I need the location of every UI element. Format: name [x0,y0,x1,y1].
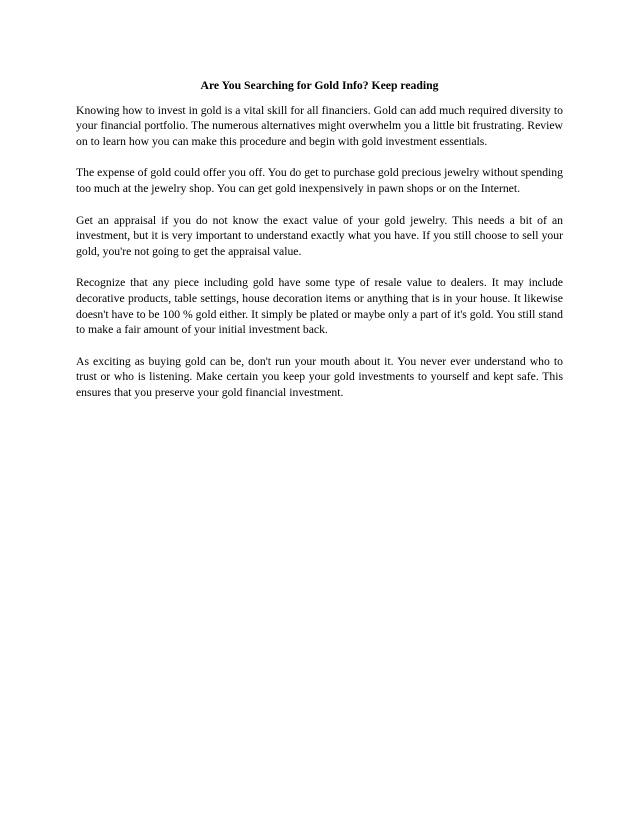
paragraph-4: Recognize that any piece including gold have some type of resale value to dealers. It may include decorative products, table settings, house decoration items or anything that is in your house. It likewise doesn't have to be 100 % gold either. It simply be plated or maybe only a part of it's gold. You still stand to make a fair amount of your initial investment back. [76,276,563,337]
paragraph-1: Knowing how to invest in gold is a vital skill for all financiers. Gold can add much required diversity to your financial portfolio. The numerous alternatives might overwhelm you a little bit frustrating. Review on to learn how you can make this procedure and begin with gold investment essentials. [76,103,563,148]
paragraph-5: As exciting as buying gold can be, don't run your mouth about it. You never ever understand who to trust or who is listening. Make certain you keep your gold investments to yourself and kept safe. This ensures that you preserve your gold financial investment. [76,354,563,399]
paragraph-3: Get an appraisal if you do not know the exact value of your gold jewelry. This needs a bit of an investment, but it is very important to understand exactly what you have. If you still choose to sell your gold, you're not going to get the appraisal value. [76,213,563,258]
document-body [76,78,563,417]
document-title: Are You Searching for Gold Info? Keep reading [200,79,439,92]
paragraph-2: The expense of gold could offer you off. You do get to purchase gold precious jewelry without spending too much at the jewelry shop. You can get gold inexpensively in pawn shops or on the Internet. [76,166,563,195]
